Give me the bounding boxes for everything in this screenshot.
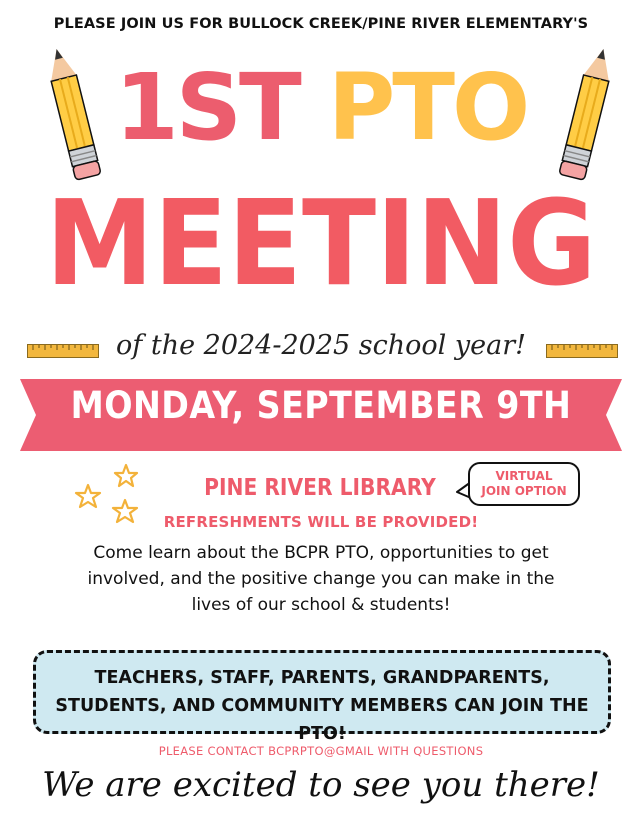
- virtual-line-2: JOIN OPTION: [481, 484, 567, 498]
- title-line-2: MEETING: [45, 174, 597, 312]
- subtitle: of the 2024-2025 school year!: [116, 330, 526, 361]
- title-line-1: [0, 54, 642, 161]
- membership-text: [33, 664, 611, 748]
- contact-line: PLEASE CONTACT BCPRPTO@GMAIL WITH QUESTIONS: [158, 744, 484, 758]
- event-location: PINE RIVER LIBRARY: [204, 475, 436, 501]
- virtual-line-1: VIRTUAL: [495, 469, 553, 483]
- description: [40, 540, 602, 618]
- star-icon: [76, 485, 100, 507]
- event-date: MONDAY, SEPTEMBER 9TH: [70, 384, 572, 427]
- title-part-1: 1ST: [114, 54, 299, 161]
- membership-line-1: TEACHERS, STAFF, PARENTS, GRANDPARENTS,: [94, 668, 550, 688]
- refreshments-note: REFRESHMENTS WILL BE PROVIDED!: [163, 513, 479, 531]
- title-part-2: PTO: [327, 54, 528, 161]
- closing-line: We are excited to see you there!: [42, 765, 600, 805]
- description-line-3: lives of our school & students!: [191, 595, 451, 615]
- invite-line: PLEASE JOIN US FOR BULLOCK CREEK/PINE RIVER ELEMENTARY'S: [53, 16, 589, 32]
- star-icon: [115, 465, 137, 486]
- description-line-1: Come learn about the BCPR PTO, opportunities to get: [93, 543, 549, 563]
- description-line-2: involved, and the positive change you can make in the: [87, 569, 555, 589]
- membership-line-2: STUDENTS, AND COMMUNITY MEMBERS CAN JOIN THE PTO!: [55, 696, 589, 744]
- virtual-join-badge: [468, 462, 580, 506]
